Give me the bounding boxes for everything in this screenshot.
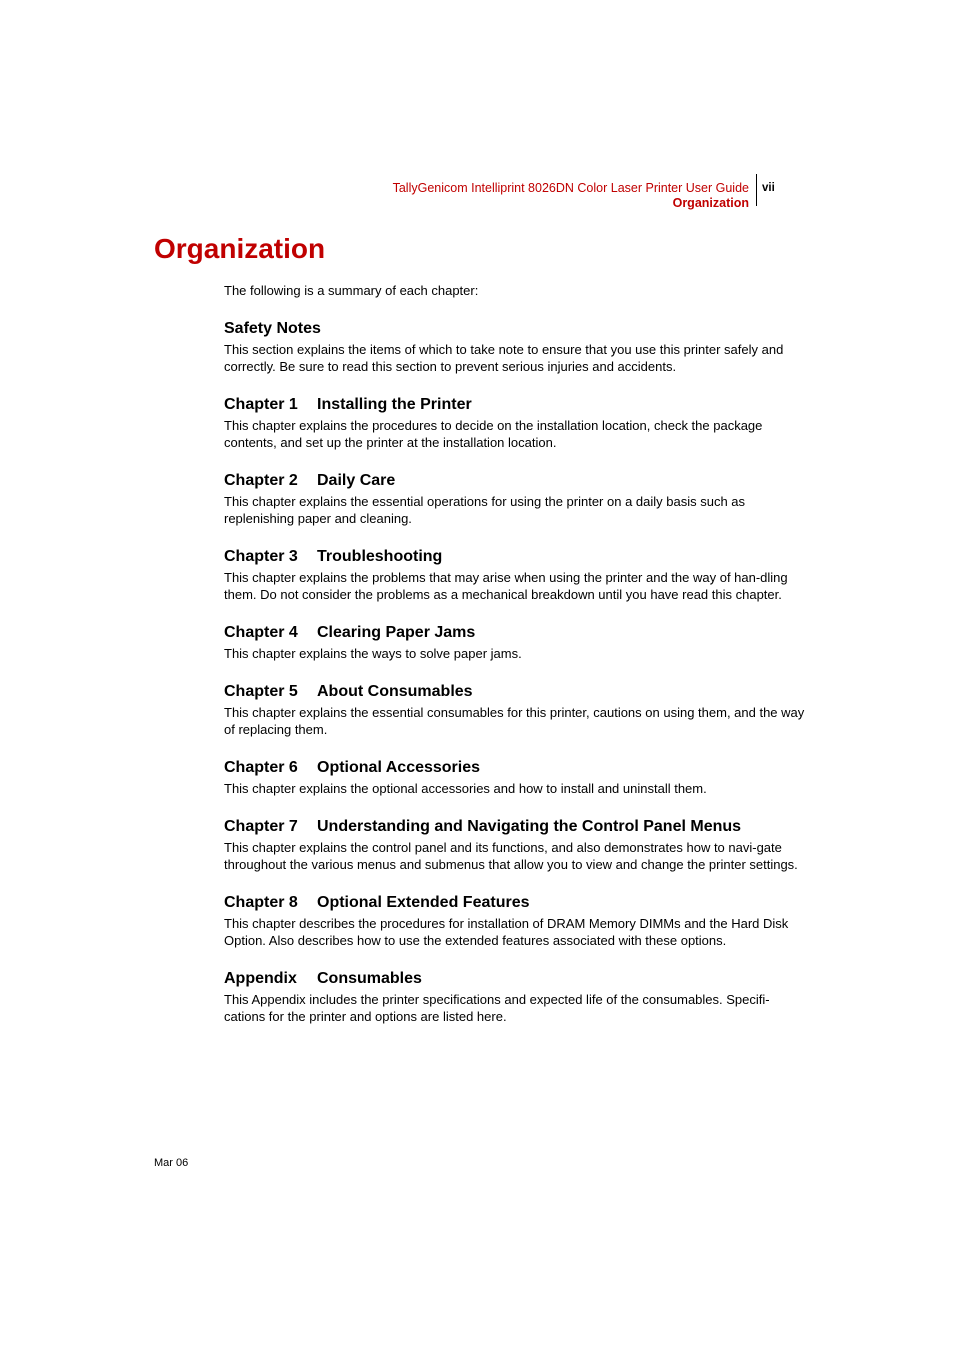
entry-heading xyxy=(224,319,809,338)
entry-title: Optional Extended Features xyxy=(317,894,530,911)
entry-chapter-3 xyxy=(224,547,809,603)
entry-description: This chapter explains the optional accessories and how to install and uninstall them. xyxy=(224,781,707,796)
running-header-section: Organization xyxy=(672,196,749,210)
entry-description: This chapter explains the problems that may arise when using the printer and the way of han-dling them. Do not consider the problems as a mechanical breakdown until you have read this chapter. xyxy=(224,570,788,602)
running-header-guide-title: TallyGenicom Intelliprint 8026DN Color Laser Printer User Guide xyxy=(392,181,749,195)
entry-heading xyxy=(224,893,809,912)
chapter-summary xyxy=(224,282,809,1045)
entry-description: This section explains the items of which to take note to ensure that you use this printer safely and correctly. Be sure to read this section to prevent serious injuries and accidents. xyxy=(224,342,784,374)
entry-description: This chapter explains the essential operations for using the printer on a daily basis such as replenishing paper and cleaning. xyxy=(224,494,746,526)
entry-label: Chapter 8 xyxy=(224,894,298,911)
entry-title: Understanding and Navigating the Control Panel Menus xyxy=(317,818,742,835)
entry-title: Safety Notes xyxy=(224,320,321,337)
entry-heading xyxy=(224,682,809,701)
page-title: Organization xyxy=(154,233,326,264)
entry-title: Clearing Paper Jams xyxy=(317,624,476,641)
entry-heading xyxy=(224,395,809,414)
entry-description: This chapter explains the essential consumables for this printer, cautions on using them, and the way of replacing them. xyxy=(224,705,805,737)
entry-label: Chapter 1 xyxy=(224,396,298,413)
entry-description: This chapter explains the ways to solve paper jams. xyxy=(224,646,522,661)
entry-chapter-5 xyxy=(224,682,809,738)
entry-chapter-8 xyxy=(224,893,809,949)
entry-appendix xyxy=(224,969,809,1025)
entry-description: This chapter describes the procedures for installation of DRAM Memory DIMMs and the Hard Disk Option. Also describes how to use the extended features associated with these options. xyxy=(224,916,789,948)
entry-chapter-7 xyxy=(224,817,809,873)
entry-description: This chapter explains the control panel and its functions, and also demonstrates how to navi-gate throughout the various menus and submenus that allow you to view and change the printer settings. xyxy=(224,840,798,872)
entry-label: Chapter 2 xyxy=(224,472,298,489)
entry-heading xyxy=(224,623,809,642)
entry-description: This chapter explains the procedures to decide on the installation location, check the package contents, and set up the printer at the installation location. xyxy=(224,418,763,450)
entry-title: Troubleshooting xyxy=(317,548,443,565)
entry-label: Chapter 4 xyxy=(224,624,298,641)
entry-chapter-6 xyxy=(224,758,809,797)
entry-title: Consumables xyxy=(317,970,422,987)
entry-label: Chapter 5 xyxy=(224,683,298,700)
entry-safety-notes xyxy=(224,319,809,375)
header-divider xyxy=(756,174,757,206)
page-number: vii xyxy=(762,182,775,194)
entry-label: Appendix xyxy=(224,970,297,987)
entry-label: Chapter 7 xyxy=(224,818,298,835)
entry-heading xyxy=(224,817,809,836)
entry-heading xyxy=(224,471,809,490)
entry-title: Optional Accessories xyxy=(317,759,481,776)
entry-heading xyxy=(224,969,809,988)
entry-chapter-4 xyxy=(224,623,809,662)
entry-label: Chapter 3 xyxy=(224,548,298,565)
entry-chapter-2 xyxy=(224,471,809,527)
footer-date: Mar 06 xyxy=(154,1157,189,1169)
entry-description: This Appendix includes the printer specifications and expected life of the consumables. Specifi-cations for the printer and options are listed here. xyxy=(224,992,770,1024)
entry-heading xyxy=(224,758,809,777)
entry-title: Installing the Printer xyxy=(317,396,472,413)
intro-text: The following is a summary of each chapter: xyxy=(224,283,479,298)
entry-chapter-1 xyxy=(224,395,809,451)
entry-title: Daily Care xyxy=(317,472,396,489)
running-header xyxy=(393,181,749,211)
entry-label: Chapter 6 xyxy=(224,759,298,776)
entry-title: About Consumables xyxy=(317,683,473,700)
entry-heading xyxy=(224,547,809,566)
